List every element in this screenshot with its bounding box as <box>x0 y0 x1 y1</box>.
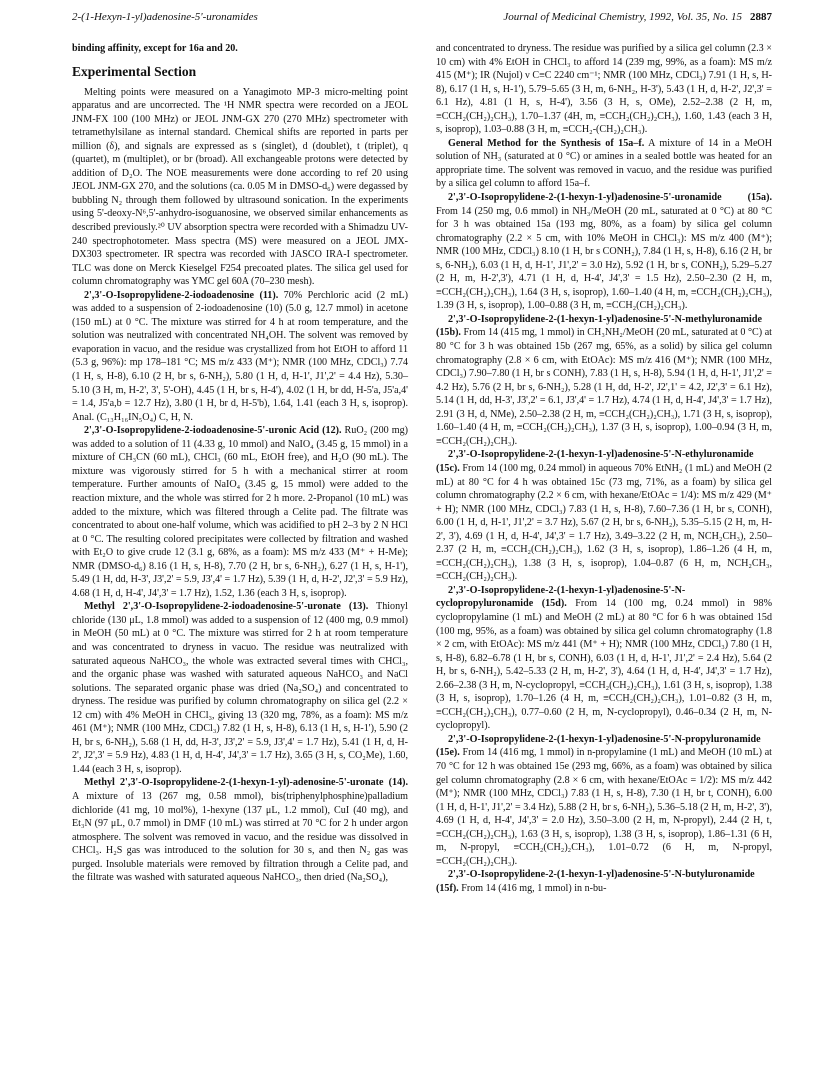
paragraph-text: A mixture of 14 in a MeOH solution of NH₃ (saturated at 0 °C) or amines in a sealed bottle was heated for an appropriate time. The solvent was removed in vacuo, and the residue was purified by a silica gel column to afford 15a–f. <box>436 137 772 190</box>
paragraph <box>436 313 772 448</box>
compound-heading: 2',3'-O-Isopropylidene-2-(1-hexyn-1-yl)adenosine-5'-uronamide (15a). <box>448 192 772 204</box>
paragraph-text: Melting points were measured on a Yanagimoto MP-3 micro-melting point apparatus and are uncorrected. The ¹H NMR spectra were recorded on a JEOL JNM-FX 100 (100 MHz) or JEOL JNM-GX 270 (270 MHz) spectrometer with tetramethylsilane as internal standard. Chemical shifts are reported in parts per million (δ), and signals are expressed as s (singlet), d (doublet), t (triplet), q (quartet), m (multiplet), or br (broad). All exchangeable protons were detected by addition of D₂O. The NOE measurements were done according to ref 20 using JEOL JNM-GX 270, and the solutions (ca. 0.05 M in DMSO-d₆) were degassed by bubbling N₂ through them followed by ultrasound sonication. In the experiments using 5'-deoxy-N⁶,5'-anhydro-isoguanosine, we observed similar enhancements as described previously.²⁰ UV absorption spectra were recorded with a Shimadzu UV-240 spectrophotometer. Mass spectra (MS) were measured on a JEOL JMX-DX303 spectrometer. IR spectra was recorded with JASCO IRA-I spectrometer. TLC was done on Merck Kieselgel F254 precoated plates. The silica gel used for column chromatography was YMC gel 60A (70–230 mesh). <box>72 86 408 288</box>
paragraph <box>72 600 408 776</box>
compound-heading: General Method for the Synthesis of 15a–f. <box>448 137 645 149</box>
paragraph-text: From 14 (416 mg, 1 mmol) in n-bu- <box>458 882 607 894</box>
section-heading: Experimental Section <box>72 63 197 79</box>
compound-heading: 2',3'-O-Isopropylidene-2-(1-hexyn-1-yl)adenosine-5'-N-methyluronamide (15b). <box>436 313 762 339</box>
compound-heading: 2',3'-O-Isopropylidene-2-iodoadenosine (11). <box>84 289 279 301</box>
paragraph-text: From 14 (100 mg, 0.24 mmol) in aqueous 70% EtNH₂ (1 mL) and MeOH (2 mL) at 80 °C for 4 h was obtained 15c (73 mg, 71%, as a foam) by silica gel column chromatography (2.2 × 6 cm, with hexane/EtOAc = 1/4): MS m/z 429 (M⁺ + H); NMR (100 MHz, CDCl₃) 7.83 (1 H, s, H-8), 7.60–7.36 (1 H, br s, CONH), 6.00 (1 H, d, H-1', J1',2' = 3.7 Hz), 5.67 (2 H, br s, 6-NH₂), 5.35–5.15 (2 H, m, H-2', 3'), 4.69 (1 H, d, H-4', J4',3' = 1.7 Hz), 3.49–3.22 (2 H, m, NCH₂CH₃), 2.50–2.37 (2 H, m, ≡CCH₂(CH₂)₂CH₃), 1.62 (3 H, s, isoprop), 1.86–1.26 (4 H, m, ≡CCH₂(CH₂)₂CH₃), 1.38 (3 H, s, isoprop), 1.04–0.87 (6 H, m, NCH₂CH₃, ≡CCH₂(CH₂)₂CH₃). <box>436 462 772 583</box>
intro-tail: binding affinity, except for 16a and 20. <box>72 43 238 54</box>
paragraph-text: From 14 (415 mg, 1 mmol) in CH₃NH₂/MeOH (20 mL, saturated at 0 °C) at 80 °C for 3 h was obtained 15b (267 mg, 65%, as a solid) by silica gel column chromatography (2.8 × 6 cm, with EtOAc): MS m/z 416 (M⁺); NMR (100 MHz, CDCl₃) 7.90–7.80 (1 H, br s CONH), 7.83 (1 H, s, H-8), 5.94 (1 H, d, H-1', J1',2' = 4.2 Hz), 5.76 (2 H, br s, 6-NH₂), 5.28 (1 H, dd, H-2', J2',1' = 4.2, J2',3' = 6.1 Hz), 5.14 (1 H, dd, H-3', J3',2' = 6.1, J3',4' = 1.7 Hz), 4.74 (1 H, d, H-4', J4',3' = 1.7 Hz), 2.91 (3 H, d, NMe), 2.50–2.38 (2 H, m, ≡CCH₂(CH₂)₂CH₃), 1.71 (3 H, s, isoprop), 1.60–1.40 (4 H, m, ≡CCH₂(CH₂)₂CH₃), 1.37 (3 H, s, isoprop), 1.00–0.94 (3 H, m, ≡CCH₂(CH₂)₂CH₃). <box>436 327 772 447</box>
paragraph <box>436 137 772 191</box>
running-title: 2-(1-Hexyn-1-yl)adenosine-5'-uronamides <box>72 11 258 23</box>
paragraph <box>436 448 772 583</box>
journal-citation: Journal of Medicinal Chemistry, 1992, Vol. 35, No. 15 <box>503 11 742 23</box>
paragraph <box>436 42 772 137</box>
paragraph-text: 70% Perchloric acid (2 mL) was added to a suspension of 2-iodoadenosine (10) (5.0 g, 12.7 mmol) in acetone (150 mL) at 0 °C. The mixture was stirred for 4 h at room temperature, and the solution was neutralized with concentrated NH₄OH. The solvent was removed by evaporation in vacuo, and the residue was crystallized from hot EtOH to afford 11 (5.3 g, 96%): mp 178–181 °C; MS m/z 433 (M⁺); NMR (100 MHz, CDCl₃) 7.74 (1 H, s, H-8), 6.10 (2 H, br s, 6-NH₂), 5.80 (1 H, d, H-1', J1',2' = 4.4 Hz), 5.30–5.10 (3 H, m, H-2', 3', 5'-OH), 4.45 (1 H, br s, H-4'), 4.02 (1 H, br dd, H-5'a, J5'a,4' = 1.4, J5'a,b = 12.7 Hz), 3.80 (1 H, br d, H-5'b), 1.64, 1.41 (each 3 H, s, isoprop). Anal. (C₁₃H₁₆IN₅O₄) C, H, N. <box>72 289 408 423</box>
compound-heading: 2',3'-O-Isopropylidene-2-iodoadenosine-5'-uronic Acid (12). <box>84 425 342 437</box>
compound-heading: Methyl 2',3'-O-Isopropylidene-2-(1-hexyn-1-yl)-adenosine-5'-uronate (14). <box>84 777 408 789</box>
compound-heading: Methyl 2',3'-O-Isopropylidene-2-iodoadenosine-5'-uronate (13). <box>84 601 369 613</box>
paragraph <box>72 289 408 424</box>
page-number: 2887 <box>750 11 772 23</box>
compound-heading: 2',3'-O-Isopropylidene-2-(1-hexyn-1-yl)adenosine-5'-N-ethyluronamide (15c). <box>436 449 754 474</box>
paragraph <box>436 868 772 895</box>
paragraph <box>436 733 772 868</box>
paragraph <box>72 86 408 289</box>
compound-heading: 2',3'-O-Isopropylidene-2-(1-hexyn-1-yl)adenosine-5'-N-propyluronamide (15e). <box>436 733 761 759</box>
paragraph-text: From 14 (100 mg, 0.24 mmol) in 98% cyclopropylamine (1 mL) and MeOH (2 mL) at 80 °C for 6 h was obtained 15d (100 mg, 95%, as a foam) was obtained by silica gel column chromatography (1.8 × 2 cm, with EtOAc): MS m/z 441 (M⁺ + H); NMR (100 MHz, CDCl₃) 7.80 (1 H, s, H-8), 6.82–6.78 (1 H, br s, CONH), 6.03 (1 H, d, H-1', J1',2' = 2.4 Hz), 5.64 (2 H, br s, 6-NH₂), 5.42–5.33 (2 H, m, H-2', 3'), 4.64 (1 H, d, H-4', J4',3' = 1.7 Hz), 2.66–2.38 (3 H, m, N-cyclopropyl, ≡CCH₂(CH₂)₂CH₃), 1.61 (3 H, s, isoprop), 1.38 (3 H, s, isoprop), 1.70–1.26 (4 H, m, ≡CCH₂(CH₂)₂CH₃), 1.01–0.82 (3 H, m, ≡CCH₂(CH₂)₂CH₃), 0.77–0.60 (2 H, m, N-cyclopropyl), 0.46–0.34 (2 H, m, N-cyclopropyl). <box>436 598 772 732</box>
paragraph-text: From 14 (416 mg, 1 mmol) in n-propylamine (1 mL) and MeOH (10 mL) at 70 °C for 12 h was obtained 15e (293 mg, 66%, as a foam) was obtained by silica gel column chromatography (2.8 × 6 cm, with hexane/EtOAc = 1/2): MS m/z 442 (M⁺); NMR (100 MHz, CDCl₃) 7.83 (1 H, s, H-8), 7.30 (1 H, br t, CONH), 6.00 (1 H, d, H-1', J1',2' = 3.4 Hz), 5.88 (2 H, br s, 6-NH₂), 5.36–5.18 (2 H, m, H-2', 3'), 4.69 (1 H, d, H-4', J4',3' = 2.0 Hz), 3.50–3.00 (2 H, m, N-propyl), 2.44 (2 H, t, ≡CCH₂(CH₂)₂CH₃), 1.63 (3 H, s, isoprop), 1.38 (3 H, s, isoprop), 1.86–1.31 (6 H, m, N-propyl, ≡CCH₂(CH₂)₂CH₃), 1.01–0.72 (6 H, m, N-propyl, ≡CCH₂(CH₂)₂CH₃). <box>436 747 772 867</box>
running-header <box>72 8 772 26</box>
paragraph-text: and concentrated to dryness. The residue was purified by a silica gel column (2.3 × 10 cm) with 4% EtOH in CHCl₃ to afford 14 (239 mg, 99%, as a foam): MS m/z 415 (M⁺); IR (Nujol) ν C≡C 2240 cm⁻¹; NMR (100 MHz, CDCl₃) 7.91 (1 H, s, H-8), 6.17 (1 H, s, H-1'), 5.79–5.65 (3 H, m, 6-NH₂, H-3'), 5.43 (1 H, d, H-2', J2',3' = 6.1 Hz), 4.81 (1 H, s, H-4'), 3.56 (3 H, s, OMe), 2.52–2.38 (2 H, m, ≡CCH₂(CH₂)₂CH₃), 1.70–1.37 (4H, m, ≡CCH₂(CH₂)₂CH₃), 1.60, 1.43 (each 3 H, s, isoprop), 1.03–0.88 (3 H, m, ≡CCH₂-(CH₂)₂CH₃). <box>436 43 772 136</box>
paragraph-text: A mixture of 13 (267 mg, 0.58 mmol), bis(triphenylphosphine)palladium dichloride (41 mg, 10 mol%), 1-hexyne (137 μL, 1.2 mmol), CuI (40 mg), and Et₃N (97 μL, 0.7 mmol) in DMF (10 mL) was stirred at 70 °C for 2 h under argon atmosphere. The solvent was removed in vacuo, and the residue was dissolved in CHCl₃. H₂S gas was introduced to the solution for 30 s, and then N₂ gas was purged. Insoluble materials were removed by filtration through a Celite pad, and the filtrate was washed with saturated aqueous NaHCO₃, then dried (Na₂SO₄), <box>72 790 408 884</box>
paragraph-text: From 14 (250 mg, 0.6 mmol) in NH₃/MeOH (20 mL, saturated at 0 °C) at 80 °C for 3 h was obtained 15a (193 mg, 80%, as a foam) by silica gel column chromatography (2.2 × 5 cm, with 10% MeOH in CHCl₃): MS m/z 400 (M⁺); NMR (100 MHz, CDCl₃) 8.10 (1 H, br s CONH₂), 7.84 (1 H, s, H-8), 6.16 (2 H, br s, 6-NH₂), 6.03 (1 H, d, H-1', J1',2' = 3.0 Hz), 5.92 (1 H, br s, CONH₂), 5.29–5.27 (2 H, m, H-2',3'), 4.71 (1 H, d, H-4', J4',3' = 1.5 Hz), 2.50–2.30 (2 H, m, ≡CCH₂(CH₂)₂CH₃), 1.64 (3 H, s, isoprop), 1.60–1.40 (4 H, m, ≡CCH₂(CH₂)₂CH₃), 1.39 (3 H, s, isoprop), 1.00–0.88 (3 H, m, ≡CCH₂(CH₂)₂CH₃). <box>436 205 772 312</box>
paragraph-text: Thionyl chloride (130 μL, 1.8 mmol) was added to a suspension of 12 (400 mg, 0.9 mmol) in MeOH (50 mL) at 0 °C. The mixture was stirred for 2 h at room temperature and was concentrated to dryness in vacuo. The residue was neutralized with saturated aqueous NaHCO₃, the whole was extracted several times with CHCl₃, and the organic phase was washed with saturated aqueous NaHCO₃ and NaCl solutions. The separated organic phase was dried (Na₂SO₄) and concentrated to dryness. The residue was purified by column chromatography on silica gel (2.2 × 12 cm) with 4% MeOH in CHCl₃, giving 13 (320 mg, 78%, as a foam): MS m/z 461 (M⁺); NMR (100 MHz, CDCl₃) 7.82 (1 H, s, H-8), 6.13 (1 H, s, H-1'), 5.90 (2 H, br s, 6-NH₂), 5.68 (1 H, dd, H-3', J3',2' = 5.9, J3',4' = 1.7 Hz), 5.41 (1 H, d, H-2', J2',3' = 5.9 Hz), 4.83 (1 H, d, H-4', J4',3' = 1.7 Hz), 3.65 (3 H, s, CO₂Me), 1.60, 1.44 (each 3 H, s, isoprop). <box>72 601 408 775</box>
paragraph <box>72 776 408 884</box>
left-column <box>72 42 408 895</box>
paragraph <box>72 424 408 600</box>
two-column-body <box>72 42 772 895</box>
right-column <box>436 42 772 895</box>
paragraph <box>436 584 772 733</box>
compound-heading: 2',3'-O-Isopropylidene-2-(1-hexyn-1-yl)adenosine-5'-N-cyclopropyluronamide (15d). <box>436 584 686 610</box>
compound-heading: 2',3'-O-Isopropylidene-2-(1-hexyn-1-yl)adenosine-5'-N-butyluronamide (15f). <box>436 869 755 894</box>
header-right <box>503 11 772 23</box>
paragraph <box>436 191 772 313</box>
paragraph-text: RuO₂ (200 mg) was added to a solution of 11 (4.33 g, 10 mmol) and NaIO₄ (3.45 g, 15 mmol) in a mixture of CH₃CN (60 mL), CHCl₃ (60 mL, EtOH free), and H₂O (90 mL). The mixture was vigorously stirred for 5 h with a mechanical stirrer at room temperature. Further amounts of NaIO₄ (3.45 g, 15 mmol) were added to the reaction mixture, and the whole was stirred for 2 h more. 2-Propanol (10 mL) was added to the mixture, which was filtered through a Celite pad. The filtrate was concentrated to about one-half volume, which was acidified to pH 2–3 by 2 N HCl at 0 °C. The resulting colored precipitates were collected by filtration and washed with Et₂O to give crude 12 (3.1 g, 68%, as a foam): MS m/z 433 (M⁺ + H-Me); NMR (DMSO-d₆) 8.16 (1 H, s, H-8), 7.70 (2 H, br s, 6-NH₂), 6.27 (1 H, s, H-1'), 5.49 (1 H, dd, H-3', J3',2' = 5.9, J3',4' = 1.7 Hz), 5.39 (1 H, d, H-2', J2',3' = 5.9 Hz), 4.68 (1 H, d, H-4', J4',3' = 1.7 Hz), 1.52, 1.36 (each 3 H, s, isoprop). <box>72 425 408 599</box>
